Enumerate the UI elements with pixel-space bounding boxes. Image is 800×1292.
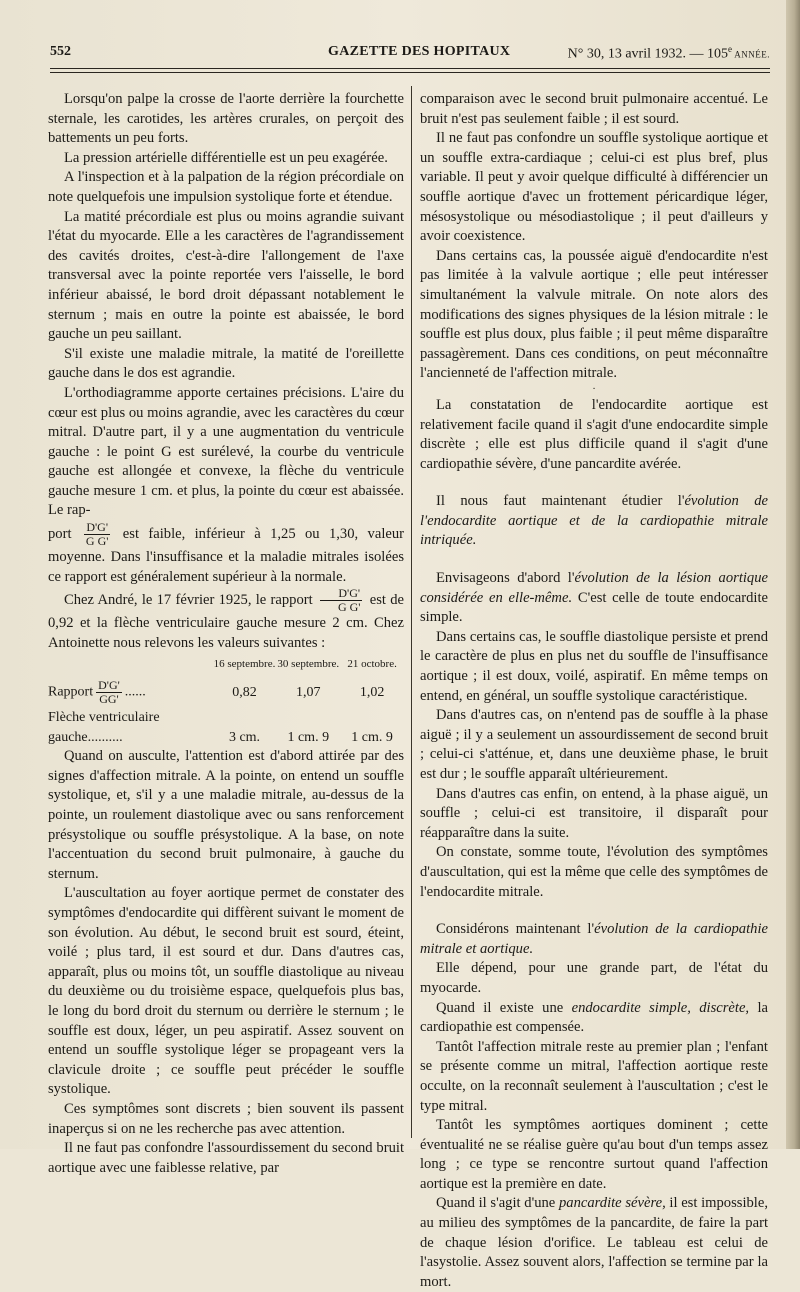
paragraph: S'il existe une maladie mitrale, la matité de l'oreillette gauche dans le dos est agrandie. (48, 345, 404, 382)
table-row (48, 679, 404, 706)
ratio-fraction (96, 679, 122, 706)
paragraph: Dans certains cas, la poussée aiguë d'endocardite n'est pas limitée à la valvule aortique ; elle peut intéresser simultanément la valvule mitrale. On note alors des modifications des signes physiques de la lésion mitrale : le souffle est plus doux, plus faible ; il peut même disparaître passagèrement. Dans ces conditions, on peut méconnaître l'ancienneté de l'affection mitrale. (420, 247, 768, 382)
header-rule (50, 68, 770, 69)
page-spine-shadow (786, 0, 800, 1149)
issue-info (568, 44, 770, 63)
fraction-numerator: D'G' (98, 678, 120, 693)
text-fragment: Quand il existe une (436, 999, 572, 1016)
text-fragment: Il nous faut maintenant étudier l' (436, 493, 685, 510)
fraction-numerator: D'G' (84, 521, 111, 535)
ratio-fraction (320, 587, 363, 614)
paragraph: Dans d'autres cas, on n'entend pas de souffle à la phase aiguë ; il y a seulement un assourdissement de second bruit ; celui-ci s'atténue, et, dans une deuxième phase, le bruit est dur ; le souffle apparaît ultérieurement. (420, 707, 768, 782)
paragraph: La constatation de l'endocardite aortique est relativement facile quand il s'agit d'une endocardite simple discrète ; elle est plus difficile quand il s'agit d'une cardiopathie sévère, d'une pancardite avérée. (420, 396, 768, 472)
table-row (48, 706, 404, 747)
paragraph: Il ne faut pas confondre un souffle systolique aortique et un souffle extra-cardiaque ; celui-ci est plus bref, plus variable. Il peut y avoir quelque difficulté à différencier un souffle aortique d'avec un frottement péricardique léger, mésosystolique ou mésodiastolique ; il peut d'ailleurs y avoir coexistence. (420, 130, 768, 245)
page-number: 552 (50, 44, 71, 59)
issue-sup: e (728, 44, 732, 54)
page-header (50, 44, 770, 66)
paragraph (420, 569, 768, 628)
table-header: 16 septembre. (213, 658, 276, 671)
row-label-text: Flèche ventriculaire (48, 710, 160, 726)
section-intro (420, 920, 768, 959)
journal-title: GAZETTE DES HOPITAUX (328, 44, 511, 59)
issue-number-date: N° 30, 13 avril 1932. — 105 (567, 46, 728, 62)
paragraph: A l'inspection et à la palpation de la région précordiale on note quelquefois une impulsion systolique forte et étendue. (48, 169, 404, 205)
paragraph: L'auscultation au foyer aortique permet de constater des symptômes d'endocardite qui diffèrent suivant le moment de son évolution. Au début, le second bruit est sourd, éteint, voilé ; plus tard, il est sourd et dur. Dans d'autres cas, apparaît, plus ou moins tôt, un souffle diastolique au niveau du deuxième ou du troisième espace, quelquefois plus bas, le long du bord droit du sternum ou derrière le sternum ; le souffle est doux, léger, un peu aspiratif. Assez souvent on entend un souffle systolique léger se propageant vers la clavicule droite ; ce souffle peut précéder le souffle systolique. (48, 885, 404, 1098)
paragraph: Dans d'autres cas enfin, on entend, à la phase aiguë, un souffle ; celui-ci est transitoire, il disparaît pour réapparaître dans la suite. (420, 785, 768, 841)
table-header-row (48, 653, 404, 679)
paragraph: Tantôt l'affection mitrale reste au premier plan ; l'enfant se présente comme un mitral, l'affection aortique reste occulte, on la reconnaît seulement à l'auscultation ; c'est le type mitral. (420, 1038, 768, 1114)
row-label-text: gauche.......... (48, 729, 123, 745)
paragraph: Dans certains cas, le souffle diastolique persiste et prend le caractère de plus en plus net du souffle de l'insuffisance aortique ; il est doux, voilé, aspiratif. En même temps on entend, en général, un souffle systolique caractéristique. (420, 628, 768, 704)
table-cell: 3 cm. (228, 729, 261, 745)
fraction-denominator: G G' (85, 534, 109, 549)
row-label (48, 679, 213, 706)
table-cell: 0,82 (232, 684, 257, 700)
paragraph: Lorsqu'on palpe la crosse de l'aorte derrière la fourchette sternale, les carotides, les artères crurales, on perçoit des battements un peu forts. (48, 91, 404, 147)
header-rule-thin (50, 72, 770, 73)
spacer (420, 551, 768, 569)
fraction-numerator: D'G' (320, 587, 363, 601)
italic-term: pancardite sévère, (558, 1195, 666, 1212)
section-intro (420, 492, 768, 551)
text-fragment: Quand il s'agit d'une (436, 1195, 559, 1212)
row-label-text: Rapport (48, 684, 94, 700)
issue-suffix: ANNÉE. (732, 49, 770, 60)
column-divider (411, 86, 412, 1138)
fraction-denominator: GG' (99, 692, 119, 707)
table-cell: 1 cm. 9 (351, 729, 393, 745)
leader-dots: ...... (124, 684, 146, 700)
paragraph: La pression artérielle différentielle est un peu exagérée. (64, 149, 388, 166)
table-cell: 1 cm. 9 (287, 729, 330, 745)
text-fragment: Chez André, le 17 février 1925, le rapport (64, 592, 313, 609)
spacer (420, 902, 768, 920)
paragraph: Quand on ausculte, l'attention est d'abord attirée par des signes d'affection mitrale. A la pointe, on entend un souffle systolique, et, s'il y a une maladie mitrale, au-dessus de la pointe, un roulement diastolique avec ou sans renforcement présystolique ou souffle présystolique. A la base, on note l'accentuation du second bruit pulmonaire, à gauche du sternum. (48, 748, 404, 882)
paragraph (420, 999, 768, 1038)
row-label (48, 706, 213, 747)
italic-heading: évolution de la cardiopathie mitrale et aortique. (420, 921, 768, 957)
paragraph: On constate, somme toute, l'évolution des symptômes d'auscultation, qui est la même que celle des symptômes de l'endocardite mitrale. (420, 844, 768, 900)
ratio-fraction (84, 521, 111, 548)
paragraph: comparaison avec le second bruit pulmonaire accentué. Le bruit n'est pas seulement faible ; il est sourd. (420, 91, 768, 127)
paragraph: Ces symptômes sont discrets ; bien souvent ils passent inaperçus si on ne les recherche pas avec attention. (48, 1100, 404, 1137)
table-cell: 1,02 (359, 684, 385, 700)
paragraph: Elle dépend, pour une grande part, de l'état du myocarde. (420, 960, 768, 996)
text-fragment: est faible, inférieur à 1,25 ou 1,30, valeur moyenne. Dans l'insuffisance et la maladie mitrales isolées ce rapport est généralement supérieur à la normale. (48, 525, 405, 585)
text-fragment: C'est celle de toute endocardite simple. (420, 589, 769, 626)
text-fragment: Considérons maintenant l' (436, 921, 595, 938)
right-column (420, 90, 768, 1292)
fraction-denominator: G G' (337, 600, 361, 615)
italic-heading: évolution de l'endocardite aortique et de la cardiopathie mitrale intriquée. (420, 493, 768, 549)
italic-term: endocardite simple, discrète, (571, 999, 750, 1016)
table-header: 30 septembre. (277, 658, 340, 671)
left-column (48, 90, 404, 1178)
paragraph: La matité précordiale est plus ou moins agrandie suivant l'état du myocarde. Elle a les caractères de l'agrandissement des cavités droites, c'est-à-dire l'allongement de l'axe transversal avec la pointe reportée vers l'aisselle, le bord inférieur abaissé, le bord droit dépassant notablement le sternum ; mais en outre la pointe est abaissée, le bord gauche un peu saillant. (48, 208, 404, 343)
separator-mark: · (592, 383, 596, 395)
text-fragment: est de 0,92 et la flèche ventriculaire gauche mesure 2 cm. Chez Antoinette nous relevons les valeurs suivantes : (48, 592, 404, 651)
paragraph: L'orthodiagramme apporte certaines précisions. L'aire du cœur est plus ou moins agrandie, avec les caractères du cœur mitral. D'autre part, il y a une augmentation du ventricule gauche : le point G est surélevé, la courbe du ventricule gauche est allongée et convexe, la flèche du ventricule gauche mesure 1 cm. et plus, la pointe du cœur est abaissée. Le rap- (48, 384, 404, 519)
paragraph: Tantôt les symptômes aortiques dominent ; cette éventualité ne se réalise guère qu'au bout d'un temps assez long ; ce type se rencontre surtout quand l'affection aortique est la première en date. (420, 1117, 768, 1192)
spacer (420, 474, 768, 492)
text-fragment: la cardiopathie est compensée. (420, 999, 768, 1036)
table-cell: 1,07 (296, 684, 321, 700)
values-table (48, 653, 404, 747)
text-fragment: port (48, 525, 72, 542)
text-fragment: Envisageons d'abord l' (436, 570, 575, 587)
paragraph-with-fraction (48, 587, 404, 653)
paragraph (420, 1194, 768, 1292)
text-fragment: il est impossible, au milieu des symptômes de la pancardite, de faire la part de chaque lésion d'orifice. Le tableau est celui de l'asystolie. Assez souvent alors, l'affection se termine par la mort. (420, 1195, 768, 1290)
table-header: 21 octobre. (347, 658, 397, 671)
paragraph-with-fraction (48, 521, 404, 587)
italic-heading: évolution de la lésion aortique considérée en elle-même. (420, 570, 769, 606)
paragraph: Il ne faut pas confondre l'assourdissement du second bruit aortique avec une faiblesse relative, par (48, 1140, 404, 1176)
